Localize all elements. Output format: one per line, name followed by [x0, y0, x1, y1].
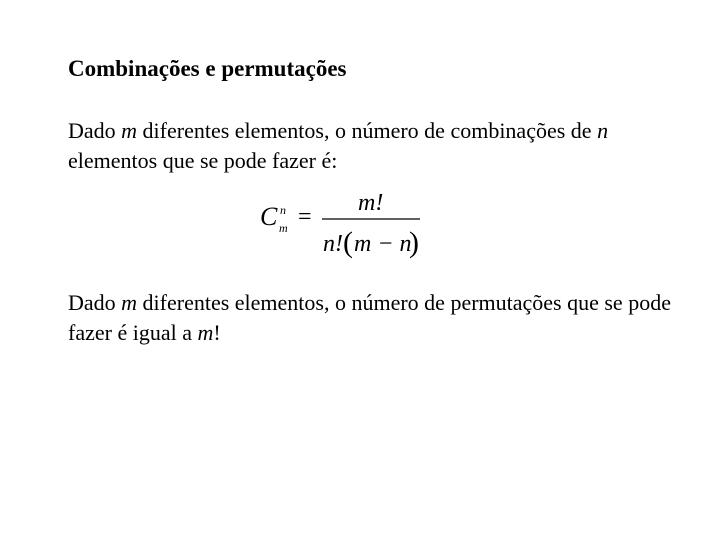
formula-numerator: m! [358, 190, 384, 216]
para2-text-1: Dado [68, 290, 122, 315]
para2-var-m-2: m [197, 320, 214, 345]
formula-equals: = [298, 204, 312, 230]
combination-formula [258, 188, 428, 260]
para1-var-n: n [597, 118, 609, 143]
formula-den-open-paren: ( [343, 226, 353, 259]
permutations-paragraph [68, 288, 688, 348]
para1-var-m: m [121, 118, 138, 143]
formula-lhs-sup: n [280, 203, 286, 217]
para1-text-3: elementos que se pode fazer é: [68, 148, 338, 173]
para1-text-2: diferentes elementos, o número de combinações de [137, 118, 598, 143]
formula-svg [258, 188, 428, 260]
combinations-paragraph [68, 116, 688, 176]
formula-den-close-paren: ) [409, 226, 419, 259]
formula-den-inner: m − n [354, 231, 412, 257]
para2-text-2: diferentes elementos, o número de permutações que se pode fazer é igual a [68, 290, 671, 345]
para1-text-1: Dado [68, 118, 122, 143]
slide-title: Combinações e permutações [68, 56, 347, 81]
para2-var-m: m [121, 290, 138, 315]
para2-text-3: ! [213, 320, 221, 345]
formula-lhs-c: C [260, 202, 278, 231]
formula-den-factor: n! [323, 231, 343, 257]
formula-lhs-sub: m [279, 221, 288, 235]
